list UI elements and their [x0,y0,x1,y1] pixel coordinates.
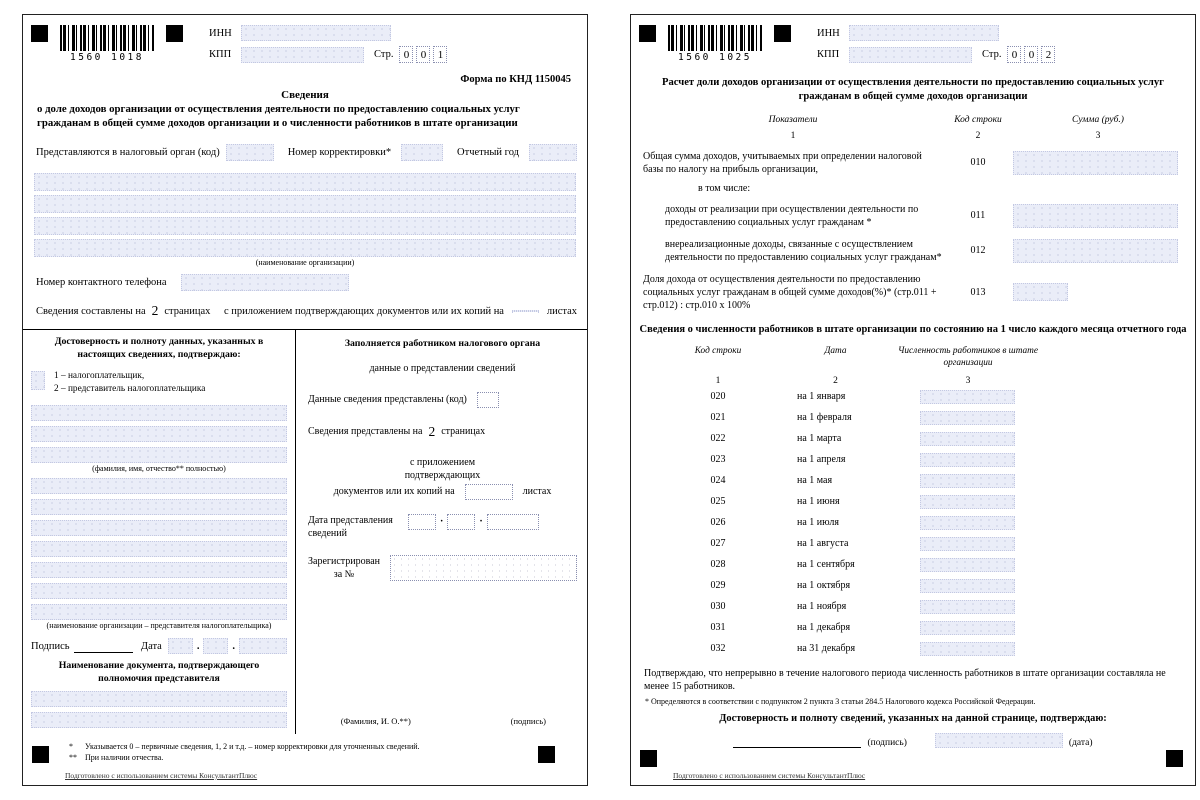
page-number-cell: 2 [1041,46,1055,63]
anchor-square-icon [32,746,49,763]
staff-count-field[interactable] [920,453,1015,467]
org-rep-field[interactable] [31,604,287,620]
org-rep-field[interactable] [31,562,287,578]
staff-count-field[interactable] [920,537,1015,551]
row-label: Доля дохода от осуществления деятельности по предоставлению социальных услуг гражданам в общей сумме доходов(%)* (стр.011 + стр.012) : стр.010 х 100% [643,273,937,311]
row-code: 010 [970,157,986,169]
org-name-caption: (наименование организации) [255,258,355,268]
col-header-line-code: Код строки [954,114,1002,125]
staff-confirm-text: Подтверждаю, что непрерывно в течение налогового периода численность работников в штате организации составляла не менее 15 работников. [644,667,1166,692]
income-row-012 [643,238,1195,264]
anchor-square-icon [166,25,183,42]
income-share-field-013[interactable] [1013,283,1068,301]
staff-row: 029 на 1 октября [653,579,1195,593]
income-row-013 [643,273,1195,312]
doc-name-field[interactable] [31,712,287,728]
footnote-2: При наличии отчества. [85,752,164,762]
col-header-date: Дата [824,345,847,356]
phone-label: Номер контактного телефона [36,277,167,289]
page-label: Стр. [374,49,394,60]
page-number-cell: 0 [416,46,430,63]
anchor-square-icon [538,746,555,763]
sheets-count-field[interactable] [512,310,539,312]
staff-count-field[interactable] [920,600,1015,614]
staff-count-field[interactable] [920,642,1015,656]
doc-name-field[interactable] [31,691,287,707]
submission-date-row: Дата представления сведений · · [308,514,577,541]
footnotes: * Указывается 0 – первичные сведения, 1, 2 и т.д. – номер корректировки для уточненных сведений. ** При наличии отчества. [69,742,420,762]
report-year-field[interactable] [529,144,577,161]
inspector-subheading: данные о представлении сведений [369,362,516,374]
submitted-code-label: Данные сведения представлены (код) [308,394,467,406]
col-header-count: Численность работников в штате организации [897,345,1039,368]
date-caption: (дата) [1068,737,1093,748]
row-code: 012 [970,245,986,257]
sub-date-day-field[interactable] [408,514,436,530]
fio-field[interactable] [31,447,287,463]
date-day-field[interactable] [168,638,193,654]
inspector-block [296,330,587,734]
staff-row: 022 на 1 марта [653,432,1195,446]
attach-line3: документов или их копий на [333,486,455,498]
signer-type-row [31,370,287,397]
anchor-square-icon [774,25,791,42]
form-title-line2: о доле доходов организации от осуществления деятельности по предоставлению социальных услуг гражданам в общей сумме доходов организации и о численности работников в штате организации [37,103,520,130]
org-name-field[interactable] [34,239,576,257]
submitted-code-field[interactable] [477,392,499,408]
inspector-pages-prefix: Сведения представлены на [308,426,423,438]
page2-signature-row [631,733,1195,748]
kpp-field[interactable] [849,47,972,63]
sign-caption: (подпись) [867,737,907,748]
including-label: в том числе: [698,182,751,194]
form-page-1 [22,14,588,786]
date-field[interactable] [935,733,1063,748]
staff-row: 025 на 1 июня [653,495,1195,509]
staff-count-field[interactable] [920,390,1015,404]
page1-header [31,25,579,68]
inspector-name-caption: (Фамилия, И. О.**) [340,716,411,727]
page2-header [639,25,1187,68]
consultant-footer: Подготовлено с использованием системы КонсультантПлюс [673,771,866,780]
id-block [817,25,1058,68]
staff-row: 024 на 1 мая [653,474,1195,488]
page-number-cell: 0 [1007,46,1021,63]
confirmation-heading: Достоверность и полноту данных, указанных в настоящих сведениях, подтверждаю: [54,336,264,360]
page2-confirm-heading: Достоверность и полноту сведений, указанных на данной странице, подтверждаю: [719,712,1107,724]
income-row-010 [643,150,1195,176]
registered-row [308,555,577,582]
registered-label: Зарегистрирован за № [308,555,381,581]
option-representative: 2 – представитель налогоплательщика [54,384,206,394]
barcode-number: 1560 1018 [70,52,144,63]
staff-count-field[interactable] [920,516,1015,530]
inn-label: ИНН [209,27,232,39]
page-label: Стр. [982,49,1002,60]
staff-row: 032 на 31 декабря [653,642,1195,656]
taxpayer-confirmation-block [23,330,296,734]
anchor-square-icon [639,25,656,42]
signature-line[interactable] [74,640,133,653]
anchor-square-icon [1166,750,1183,767]
sign-label: Подпись [31,640,70,652]
correction-label: Номер корректировки* [287,147,392,159]
org-rep-field[interactable] [31,541,287,557]
top-fields-row [36,144,577,161]
submitted-code-row [308,392,577,408]
signer-type-checkbox[interactable] [31,371,45,390]
barcode-bars-icon [60,25,154,51]
inspector-sign-caption: (подпись) [510,716,546,727]
calc-title: Расчет доли доходов организации от осуществления деятельности по предоставлению социальных услуг гражданам в общей сумме доходов организации [662,77,1164,103]
org-rep-field[interactable] [31,583,287,599]
inspector-pages-value: 2 [428,423,436,439]
phone-field[interactable] [181,274,349,291]
page2-footnote: * Определяются в соответствии с подпунктом 2 пункта 3 статьи 284.5 Налогового кодекса Российской Федерации. [645,696,1036,706]
row-code: 011 [970,210,986,222]
barcode [60,25,154,63]
fio-field[interactable] [31,426,287,442]
barcode-bars-icon [668,25,762,51]
date-year-field[interactable] [239,638,287,654]
sub-date-month-field[interactable] [447,514,475,530]
consultant-footer: Подготовлено с использованием системы КонсультантПлюс [65,771,258,780]
staff-count-field[interactable] [920,432,1015,446]
org-name-field[interactable] [34,217,576,235]
staff-row: 023 на 1 апреля [653,453,1195,467]
inspector-pages-word: страницах [441,426,486,438]
signature-date-row: Подпись Дата . . [31,638,287,654]
kpp-field[interactable] [241,47,364,63]
income-sum-field-012[interactable] [1013,239,1178,263]
pages-count-row [36,303,577,319]
row-code: 013 [970,286,986,298]
sheets-word: листах [546,305,577,317]
page-number-cell: 0 [1024,46,1038,63]
income-sum-field-010[interactable] [1013,151,1178,175]
footnote-1: Указывается 0 – первичные сведения, 1, 2 и т.д. – номер корректировки для уточненных сведений. [85,742,420,752]
correction-number-field[interactable] [401,144,443,161]
pages-prefix: Сведения составлены на [36,305,146,317]
doc-heading: Наименование документа, подтверждающего полномочия представителя [58,660,260,685]
inn-field[interactable] [241,25,391,41]
attach-line2: подтверждающих [404,470,481,482]
pages-value: 2 [151,303,159,319]
staff-count-field[interactable] [920,579,1015,593]
staff-row: 031 на 1 декабря [653,621,1195,635]
staff-count-field[interactable] [920,558,1015,572]
org-name-field[interactable] [34,173,576,191]
submission-date-label: Дата представления сведений [308,514,393,540]
income-sum-field-011[interactable] [1013,204,1178,228]
row-label: доходы от реализации при осуществлении деятельности по предоставлению социальных услуг гражданам * [665,203,919,228]
pages-word: страницах [164,305,211,317]
staff-row: 030 на 1 ноября [653,600,1195,614]
form-code: Форма по КНД 1150045 [460,74,571,85]
signature-columns [23,329,587,734]
signer-type-options [54,370,205,397]
staff-row: 028 на 1 сентября [653,558,1195,572]
org-rep-field[interactable] [31,499,287,515]
staff-row: 020 на 1 января [653,390,1195,404]
id-block [209,25,450,68]
inspector-signature-row [302,716,581,726]
staff-count-field[interactable] [920,411,1015,425]
tax-organ-code-field[interactable] [226,144,274,161]
signature-line[interactable] [733,735,861,748]
inspector-pages-row [308,424,577,440]
row-label: внереализационные доходы, связанные с осуществлением деятельности по предоставлению социальных услуг гражданам* [665,238,942,263]
col-header-code: Код строки [694,345,742,356]
tax-organ-label: Представляются в налоговый орган (код) [36,147,220,159]
year-label: Отчетный год [457,147,519,159]
inn-label: ИНН [817,27,840,39]
page-number-cell: 1 [433,46,447,63]
sub-date-year-field[interactable] [487,514,539,530]
col-header-indicators: Показатели [768,114,818,125]
staff-table-title: Сведения о численности работников в штате организации по состоянию на 1 число каждого месяца отчетного года [639,323,1187,335]
anchor-square-icon [31,25,48,42]
date-label: Дата [140,640,162,652]
income-table-headers [643,115,1195,125]
org-rep-field[interactable] [31,520,287,536]
option-taxpayer: 1 – налогоплательщик, [54,370,145,381]
staff-row: 027 на 1 августа [653,537,1195,551]
fio-caption: (фамилия, имя, отчество** полностью) [92,464,226,474]
date-month-field[interactable] [203,638,228,654]
staff-count-field[interactable] [920,474,1015,488]
barcode-number: 1560 1025 [678,52,752,63]
row-label: Общая сумма доходов, учитываемых при определении налоговой базы по налогу на прибыль организации, [643,150,922,175]
staff-table-headers [653,345,1195,369]
registration-number-field[interactable] [390,555,577,581]
phone-row [36,274,577,291]
inspector-attach-block [308,456,577,500]
page-number-cell: 0 [399,46,413,63]
col-header-sum: Сумма (руб.) [1072,114,1124,125]
income-table-col-numbers: 1 2 3 [790,130,1101,141]
form-title-line1: Сведения [281,89,329,101]
kpp-label: КПП [209,49,232,60]
form-page-2 [630,14,1196,786]
attach-text: с приложением подтверждающих документов или их копий на [224,305,504,317]
attach-line1: с приложением [409,456,476,468]
staff-count-field[interactable] [920,495,1015,509]
income-row-011 [643,203,1195,229]
org-rep-caption: (наименование организации – представителя налогоплательщика) [46,621,272,631]
staff-row: 026 на 1 июля [653,516,1195,530]
staff-count-field[interactable] [920,621,1015,635]
kpp-label: КПП [817,49,840,60]
fio-field[interactable] [31,405,287,421]
inspector-sheets-field[interactable] [465,484,513,500]
org-rep-field[interactable] [31,478,287,494]
barcode [668,25,762,63]
staff-row: 021 на 1 февраля [653,411,1195,425]
org-name-field[interactable] [34,195,576,213]
anchor-square-icon [640,750,657,767]
inspector-heading: Заполняется работником налогового органа [344,338,541,350]
inn-field[interactable] [849,25,999,41]
inspector-sheets-word: листах [522,486,552,498]
staff-table-col-numbers: 1 2 3 [715,375,971,386]
